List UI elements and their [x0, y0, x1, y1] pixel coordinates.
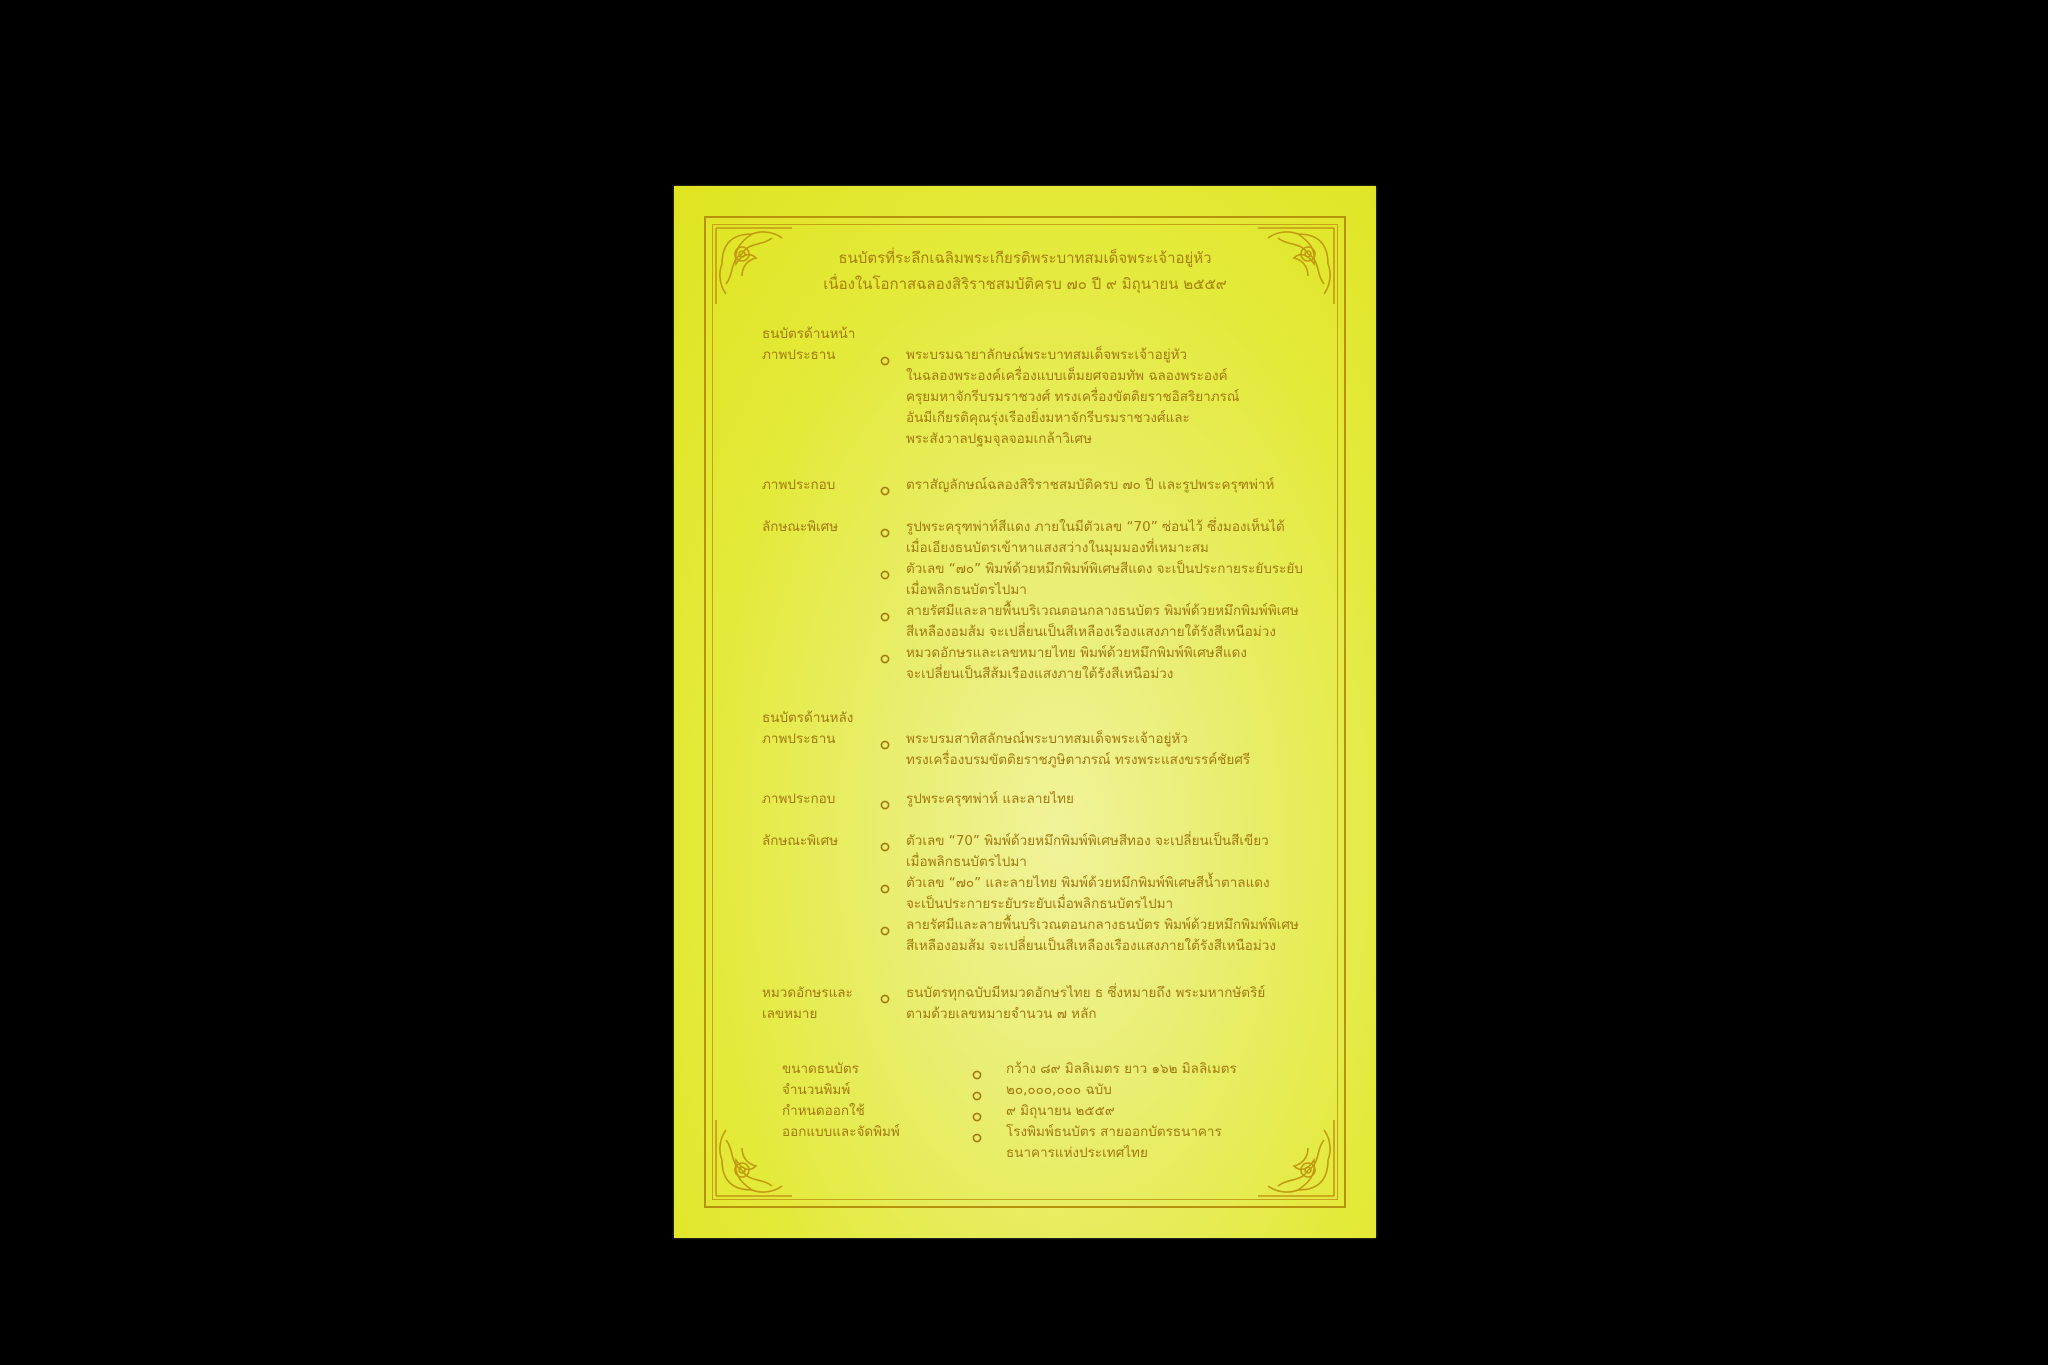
back-serial-text: ธนบัตรทุกฉบับมีหมวดอักษรไทย ธ ซึ่งหมายถึง พระมหากษัตริย์ ตามด้วยเลขหมายจำนวน ๗ หลัก — [906, 985, 1266, 1022]
title-line-2: เนื่องในโอกาสฉลองสิริราชสมบัติครบ ๗๐ ปี ๙ มิถุนายน ๒๕๕๙ — [823, 275, 1227, 293]
front-compose-text: ตราสัญลักษณ์ฉลองสิริราชสมบัติครบ ๗๐ ปี และรูปพระครุฑพ่าห์ — [906, 477, 1275, 493]
circle-bullet-icon — [880, 481, 890, 491]
back-heading: ธนบัตรด้านหลัง — [762, 710, 854, 726]
circle-bullet-icon — [972, 1128, 982, 1138]
front-special-item: รูปพระครุฑพ่าห์สีแดง ภายในมีตัวเลข “70” ซ่อนไว้ ซึ่งมองเห็นได้ เมื่อเอียงธนบัตรเข้าหาแสงสว่างในมุมมองที่เหมาะสม — [906, 519, 1285, 556]
front-special-item: ตัวเลข “๗๐” พิมพ์ด้วยหมึกพิมพ์พิเศษสีแดง จะเป็นประกายระยับระยับ เมื่อพลิกธนบัตรไปมา — [906, 561, 1303, 598]
spec-value: ๙ มิถุนายน ๒๕๕๙ — [1006, 1103, 1115, 1119]
spec-value: กว้าง ๘๙ มิลลิเมตร ยาว ๑๖๒ มิลลิเมตร — [1006, 1061, 1237, 1077]
front-special-item: ลายรัศมีและลายพื้นบริเวณตอนกลางธนบัตร พิมพ์ด้วยหมึกพิมพ์พิเศษ สีเหลืองอมส้ม จะเปลี่ยนเป็นสีเหลืองเรืองแสงภายใต้รังสีเหนือม่วง — [906, 603, 1299, 640]
circle-bullet-icon — [880, 795, 890, 805]
front-main-label: ภาพประธาน — [762, 347, 836, 363]
spec-value: ๒๐,๐๐๐,๐๐๐ ฉบับ — [1006, 1082, 1112, 1098]
back-special-item: ตัวเลข “๗๐” และลายไทย พิมพ์ด้วยหมึกพิมพ์พิเศษสีน้ำตาลแดง จะเป็นประกายระยับระยับเมื่อพลิกธนบัตรไปมา — [906, 875, 1270, 912]
circle-bullet-icon — [880, 565, 890, 575]
spec-label: ขนาดธนบัตร — [782, 1061, 859, 1077]
front-compose-label: ภาพประกอบ — [762, 477, 836, 493]
circle-bullet-icon — [880, 879, 890, 889]
circle-bullet-icon — [880, 989, 890, 999]
commemorative-banknote-info-card — [674, 186, 1376, 1238]
back-serial-label: หมวดอักษรและ เลขหมาย — [762, 985, 853, 1022]
spec-label: จำนวนพิมพ์ — [782, 1082, 851, 1098]
circle-bullet-icon — [972, 1107, 982, 1117]
back-main-label: ภาพประธาน — [762, 731, 836, 747]
back-compose-text: รูปพระครุฑพ่าห์ และลายไทย — [906, 791, 1074, 807]
front-special-label: ลักษณะพิเศษ — [762, 519, 839, 535]
circle-bullet-icon — [880, 649, 890, 659]
back-special-item: ลายรัศมีและลายพื้นบริเวณตอนกลางธนบัตร พิมพ์ด้วยหมึกพิมพ์พิเศษ สีเหลืองอมส้ม จะเปลี่ยนเป็นสีเหลืองเรืองแสงภายใต้รังสีเหนือม่วง — [906, 917, 1299, 954]
spec-label: กำหนดออกใช้ — [782, 1103, 865, 1119]
title-line-1: ธนบัตรที่ระลึกเฉลิมพระเกียรติพระบาทสมเด็จพระเจ้าอยู่หัว — [838, 249, 1212, 267]
spec-label: ออกแบบและจัดพิมพ์ — [782, 1124, 900, 1140]
back-main-text: พระบรมสาทิสลักษณ์พระบาทสมเด็จพระเจ้าอยู่หัว ทรงเครื่องบรมขัตติยราชภูษิตาภรณ์ ทรงพระแสงขรรค์ชัยศรี — [906, 731, 1251, 768]
circle-bullet-icon — [972, 1065, 982, 1075]
circle-bullet-icon — [880, 837, 890, 847]
circle-bullet-icon — [972, 1086, 982, 1096]
thai-ornament-icon — [1254, 1116, 1338, 1200]
circle-bullet-icon — [880, 607, 890, 617]
front-heading: ธนบัตรด้านหน้า — [762, 326, 856, 342]
back-compose-label: ภาพประกอบ — [762, 791, 836, 807]
front-special-item: หมวดอักษรและเลขหมายไทย พิมพ์ด้วยหมึกพิมพ์พิเศษสีแดง จะเปลี่ยนเป็นสีส้มเรืองแสงภายใต้รังสีเหนือม่วง — [906, 645, 1248, 682]
back-special-item: ตัวเลข “70” พิมพ์ด้วยหมึกพิมพ์พิเศษสีทอง จะเปลี่ยนเป็นสีเขียว เมื่อพลิกธนบัตรไปมา — [906, 833, 1269, 870]
circle-bullet-icon — [880, 735, 890, 745]
circle-bullet-icon — [880, 351, 890, 361]
circle-bullet-icon — [880, 523, 890, 533]
circle-bullet-icon — [880, 921, 890, 931]
front-main-text: พระบรมฉายาลักษณ์พระบาทสมเด็จพระเจ้าอยู่หัว ในฉลองพระองค์เครื่องแบบเต็มยศจอมทัพ ฉลองพระองค์ ครุยมหาจักรีบรมราชวงศ์ ทรงเครื่องขัตติยราชอิสริยาภรณ์ อันมีเกียรติคุณรุ่งเรืองยิ่งมหาจักรีบรมราชวงศ์และ พระสังวาลปฐมจุลจอมเกล้าวิเศษ — [906, 347, 1240, 447]
spec-value: โรงพิมพ์ธนบัตร สายออกบัตรธนาคาร ธนาคารแห่งประเทศไทย — [1006, 1124, 1222, 1161]
back-special-label: ลักษณะพิเศษ — [762, 833, 839, 849]
